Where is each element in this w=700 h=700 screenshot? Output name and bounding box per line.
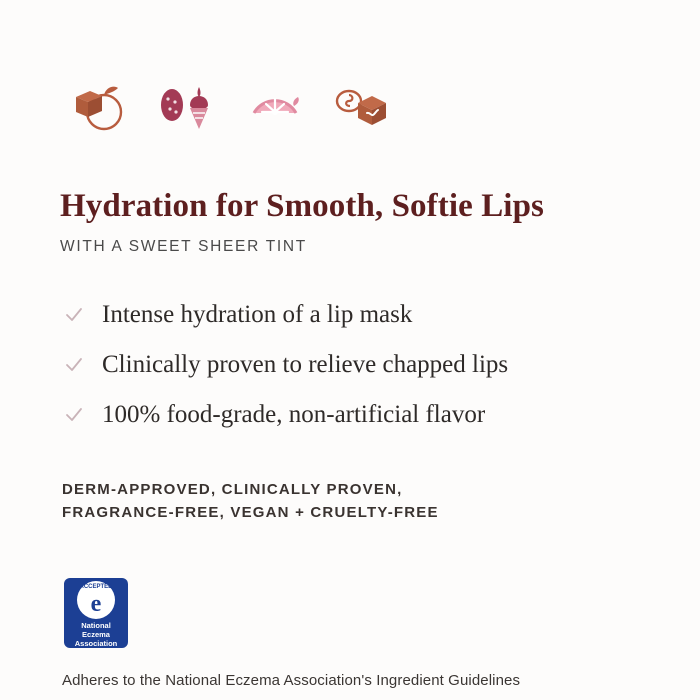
benefit-text: Intense hydration of a lip mask bbox=[102, 300, 413, 328]
claims-block bbox=[60, 450, 640, 525]
marshmallow-icon bbox=[330, 76, 396, 138]
caramel-apple-icon bbox=[66, 76, 132, 138]
checkmark-icon bbox=[64, 305, 84, 325]
list-item bbox=[64, 350, 640, 380]
svg-text:e: e bbox=[90, 591, 102, 618]
benefit-text: Clinically proven to relieve chapped lips bbox=[102, 350, 509, 378]
footer-note: Adheres to the National Eczema Association's Ingredient Guidelines bbox=[62, 672, 521, 690]
page-title: Hydration for Smooth, Softie Lips bbox=[60, 188, 544, 224]
watermelon-slice-icon bbox=[242, 76, 308, 138]
svg-text:National: National bbox=[81, 621, 111, 631]
svg-text:ACCEPTED: ACCEPTED bbox=[79, 584, 113, 591]
berry-ice-cream-icon bbox=[154, 76, 220, 138]
checkmark-icon bbox=[64, 355, 84, 375]
flavor-icon-row bbox=[60, 0, 640, 138]
list-item bbox=[64, 400, 640, 430]
claims-line-1: DERM-APPROVED, CLINICALLY PROVEN, bbox=[62, 480, 403, 498]
national-eczema-association-seal bbox=[62, 576, 130, 650]
benefits-list bbox=[60, 256, 640, 430]
claims-line-2: FRAGRANCE-FREE, VEGAN + CRUELTY-FREE bbox=[62, 504, 439, 522]
svg-text:Eczema: Eczema bbox=[82, 630, 110, 640]
list-item bbox=[64, 300, 640, 330]
page-subtitle: WITH A SWEET SHEER TINT bbox=[60, 237, 307, 255]
benefit-text: 100% food-grade, non-artificial flavor bbox=[102, 400, 486, 428]
seal-container bbox=[60, 524, 640, 650]
svg-text:Association: Association bbox=[74, 639, 118, 649]
checkmark-icon bbox=[64, 405, 84, 425]
